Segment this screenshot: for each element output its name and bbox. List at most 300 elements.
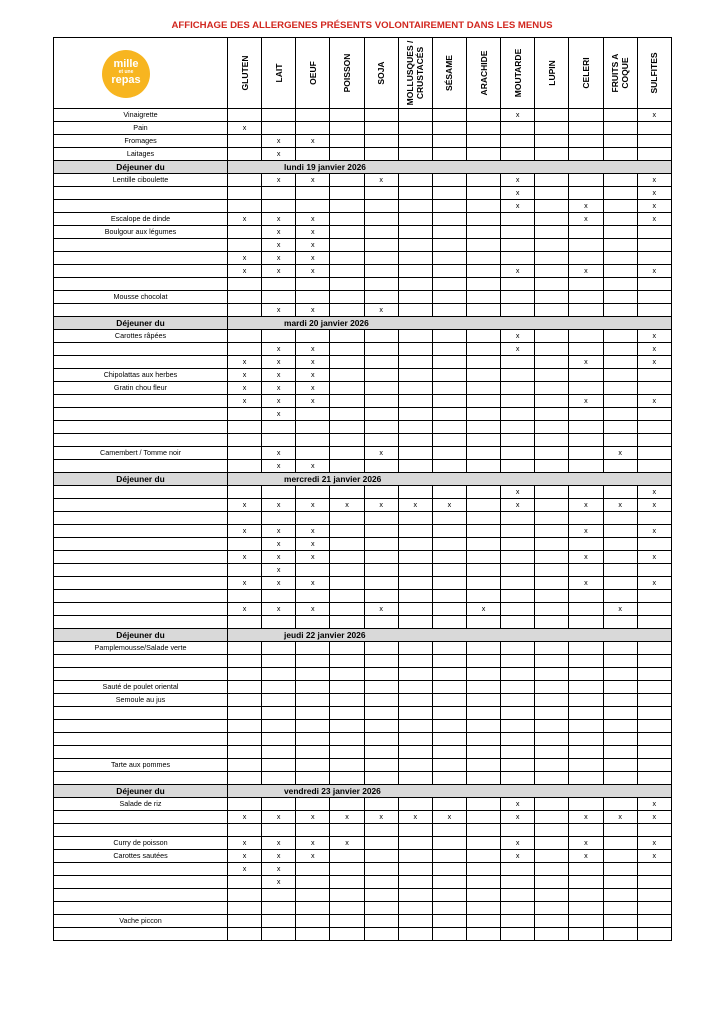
allergen-mark	[637, 447, 671, 460]
allergen-mark	[228, 720, 262, 733]
allergen-mark: x	[501, 343, 535, 356]
allergen-mark	[466, 746, 500, 759]
allergen-mark	[603, 525, 637, 538]
allergen-mark	[466, 538, 500, 551]
allergen-mark	[262, 915, 296, 928]
allergen-mark	[603, 551, 637, 564]
allergen-mark	[330, 681, 364, 694]
allergen-mark	[501, 135, 535, 148]
allergen-mark	[535, 733, 569, 746]
allergen-mark	[569, 902, 603, 915]
allergen-mark	[330, 707, 364, 720]
table-row	[54, 395, 672, 408]
allergen-header-label: SULFITES	[649, 52, 660, 94]
table-row	[54, 577, 672, 590]
dish-name: Carottes râpées	[54, 330, 228, 343]
allergen-mark	[637, 668, 671, 681]
allergen-mark	[535, 837, 569, 850]
dish-name: Mousse chocolat	[54, 291, 228, 304]
allergen-mark	[432, 512, 466, 525]
allergen-mark	[603, 330, 637, 343]
allergen-mark	[569, 135, 603, 148]
allergen-mark	[501, 759, 535, 772]
allergen-header-label: GLUTEN	[239, 55, 250, 91]
table-row	[54, 824, 672, 837]
allergen-mark	[296, 707, 330, 720]
dish-name: Camembert / Tomme noir	[54, 447, 228, 460]
dish-name	[54, 824, 228, 837]
allergen-mark	[466, 135, 500, 148]
allergen-mark	[364, 239, 398, 252]
allergen-table	[53, 37, 672, 941]
allergen-mark: x	[262, 135, 296, 148]
allergen-mark	[364, 616, 398, 629]
allergen-mark	[501, 551, 535, 564]
allergen-mark	[228, 759, 262, 772]
allergen-mark	[228, 226, 262, 239]
allergen-mark: x	[603, 603, 637, 616]
allergen-mark	[330, 902, 364, 915]
allergen-header	[466, 38, 500, 109]
allergen-mark: x	[364, 811, 398, 824]
allergen-mark	[432, 720, 466, 733]
allergen-mark	[466, 876, 500, 889]
dish-name	[54, 733, 228, 746]
dish-name	[54, 538, 228, 551]
allergen-mark	[603, 863, 637, 876]
allergen-mark	[535, 252, 569, 265]
table-row	[54, 252, 672, 265]
allergen-mark	[364, 148, 398, 161]
allergen-mark	[364, 863, 398, 876]
allergen-mark	[330, 252, 364, 265]
day-header-row	[54, 473, 672, 486]
dish-name	[54, 408, 228, 421]
dish-name	[54, 889, 228, 902]
allergen-mark	[228, 135, 262, 148]
allergen-mark	[262, 668, 296, 681]
allergen-mark	[569, 668, 603, 681]
allergen-mark	[330, 577, 364, 590]
allergen-mark	[432, 382, 466, 395]
dish-name	[54, 720, 228, 733]
allergen-mark: x	[296, 174, 330, 187]
allergen-mark	[466, 850, 500, 863]
allergen-mark	[228, 616, 262, 629]
allergen-mark	[432, 187, 466, 200]
allergen-mark	[603, 512, 637, 525]
allergen-mark	[637, 135, 671, 148]
allergen-mark	[364, 538, 398, 551]
allergen-mark: x	[296, 369, 330, 382]
allergen-mark	[603, 213, 637, 226]
dish-name	[54, 395, 228, 408]
dish-name	[54, 603, 228, 616]
allergen-mark	[262, 759, 296, 772]
allergen-header-label: SOJA	[376, 61, 387, 85]
allergen-mark	[432, 668, 466, 681]
allergen-mark: x	[364, 603, 398, 616]
table-row	[54, 486, 672, 499]
allergen-mark	[228, 707, 262, 720]
allergen-mark	[398, 122, 432, 135]
allergen-mark	[466, 707, 500, 720]
allergen-mark	[535, 421, 569, 434]
allergen-mark: x	[364, 447, 398, 460]
allergen-mark	[637, 902, 671, 915]
allergen-mark	[364, 707, 398, 720]
allergen-mark	[228, 876, 262, 889]
allergen-mark	[569, 538, 603, 551]
allergen-mark	[637, 408, 671, 421]
dish-name	[54, 486, 228, 499]
allergen-mark: x	[262, 876, 296, 889]
allergen-mark: x	[501, 486, 535, 499]
allergen-mark	[535, 291, 569, 304]
allergen-mark	[228, 889, 262, 902]
allergen-mark	[466, 655, 500, 668]
allergen-mark	[603, 876, 637, 889]
allergen-mark: x	[501, 265, 535, 278]
allergen-mark	[262, 434, 296, 447]
allergen-mark	[330, 408, 364, 421]
allergen-mark: x	[296, 460, 330, 473]
allergen-mark: x	[637, 577, 671, 590]
allergen-mark: x	[569, 356, 603, 369]
allergen-mark	[262, 590, 296, 603]
allergen-mark	[432, 252, 466, 265]
allergen-mark	[364, 902, 398, 915]
allergen-mark: x	[637, 187, 671, 200]
allergen-mark	[228, 304, 262, 317]
allergen-mark	[398, 135, 432, 148]
allergen-mark	[466, 174, 500, 187]
allergen-mark	[398, 551, 432, 564]
allergen-mark	[228, 538, 262, 551]
allergen-mark	[535, 603, 569, 616]
allergen-mark	[364, 382, 398, 395]
table-row	[54, 408, 672, 421]
dish-name	[54, 434, 228, 447]
allergen-mark	[637, 928, 671, 941]
allergen-mark	[535, 681, 569, 694]
allergen-mark	[330, 239, 364, 252]
allergen-mark	[228, 200, 262, 213]
allergen-mark	[569, 681, 603, 694]
allergen-mark: x	[501, 499, 535, 512]
allergen-mark: x	[262, 460, 296, 473]
dish-name: Chipolattas aux herbes	[54, 369, 228, 382]
allergen-mark	[228, 798, 262, 811]
table-row	[54, 421, 672, 434]
dish-name	[54, 668, 228, 681]
allergen-mark	[398, 213, 432, 226]
allergen-mark: x	[637, 109, 671, 122]
allergen-mark	[432, 148, 466, 161]
allergen-mark	[296, 876, 330, 889]
allergen-mark	[569, 642, 603, 655]
allergen-mark	[330, 330, 364, 343]
allergen-mark	[364, 668, 398, 681]
allergen-mark: x	[501, 187, 535, 200]
dish-name: Vinaigrette	[54, 109, 228, 122]
allergen-mark	[296, 889, 330, 902]
allergen-mark	[432, 915, 466, 928]
allergen-mark	[501, 122, 535, 135]
allergen-mark	[330, 174, 364, 187]
allergen-mark	[603, 252, 637, 265]
allergen-mark	[330, 915, 364, 928]
allergen-mark	[603, 668, 637, 681]
allergen-mark: x	[501, 798, 535, 811]
allergen-mark: x	[330, 811, 364, 824]
allergen-mark	[569, 746, 603, 759]
allergen-mark	[535, 304, 569, 317]
table-row	[54, 720, 672, 733]
allergen-mark	[501, 356, 535, 369]
table-row	[54, 200, 672, 213]
allergen-header	[501, 38, 535, 109]
allergen-mark	[569, 759, 603, 772]
dish-name	[54, 590, 228, 603]
allergen-mark: x	[569, 200, 603, 213]
allergen-mark: x	[228, 369, 262, 382]
allergen-mark	[432, 564, 466, 577]
allergen-mark	[330, 642, 364, 655]
dish-name	[54, 252, 228, 265]
allergen-mark	[569, 226, 603, 239]
allergen-mark	[296, 148, 330, 161]
allergen-mark: x	[432, 499, 466, 512]
day-label: Déjeuner du	[54, 785, 228, 798]
allergen-mark	[296, 512, 330, 525]
allergen-mark: x	[228, 551, 262, 564]
allergen-mark	[398, 226, 432, 239]
table-row	[54, 655, 672, 668]
table-row	[54, 707, 672, 720]
allergen-mark	[330, 187, 364, 200]
allergen-mark: x	[569, 525, 603, 538]
dish-name	[54, 551, 228, 564]
allergen-mark	[637, 642, 671, 655]
allergen-mark	[432, 278, 466, 291]
allergen-mark	[330, 395, 364, 408]
allergen-mark	[228, 460, 262, 473]
table-row	[54, 564, 672, 577]
allergen-mark	[535, 538, 569, 551]
allergen-mark	[398, 460, 432, 473]
allergen-mark	[466, 187, 500, 200]
allergen-mark	[603, 382, 637, 395]
allergen-mark	[398, 746, 432, 759]
allergen-mark	[330, 343, 364, 356]
allergen-mark	[535, 889, 569, 902]
allergen-mark	[466, 551, 500, 564]
allergen-mark: x	[603, 811, 637, 824]
allergen-mark	[569, 421, 603, 434]
allergen-header	[603, 38, 637, 109]
allergen-mark	[637, 720, 671, 733]
allergen-mark	[501, 395, 535, 408]
allergen-mark	[603, 889, 637, 902]
allergen-mark	[364, 109, 398, 122]
allergen-mark: x	[262, 863, 296, 876]
allergen-mark	[535, 460, 569, 473]
page-title: AFFICHAGE DES ALLERGENES PRÉSENTS VOLONTAIREMENT DANS LES MENUS	[171, 20, 553, 31]
allergen-mark: x	[228, 213, 262, 226]
table-row	[54, 304, 672, 317]
allergen-mark	[262, 772, 296, 785]
allergen-mark: x	[262, 850, 296, 863]
allergen-mark	[364, 278, 398, 291]
allergen-mark	[603, 109, 637, 122]
table-row	[54, 746, 672, 759]
table-row	[54, 889, 672, 902]
dish-name	[54, 928, 228, 941]
allergen-mark	[228, 655, 262, 668]
allergen-mark	[296, 291, 330, 304]
allergen-mark: x	[637, 551, 671, 564]
allergen-mark	[330, 421, 364, 434]
table-row	[54, 356, 672, 369]
allergen-mark	[501, 889, 535, 902]
allergen-mark	[535, 499, 569, 512]
allergen-mark: x	[296, 239, 330, 252]
table-row	[54, 811, 672, 824]
allergen-mark: x	[501, 811, 535, 824]
allergen-mark	[637, 733, 671, 746]
allergen-mark	[228, 512, 262, 525]
logo-line-2: et une	[118, 69, 134, 75]
table-row	[54, 512, 672, 525]
allergen-mark: x	[637, 174, 671, 187]
allergen-mark: x	[569, 213, 603, 226]
allergen-mark: x	[296, 356, 330, 369]
allergen-mark	[262, 928, 296, 941]
allergen-mark	[603, 902, 637, 915]
allergen-mark	[432, 902, 466, 915]
allergen-mark: x	[262, 499, 296, 512]
allergen-mark	[603, 564, 637, 577]
allergen-mark: x	[262, 252, 296, 265]
allergen-mark: x	[228, 811, 262, 824]
allergen-mark: x	[637, 395, 671, 408]
dish-name	[54, 655, 228, 668]
allergen-mark	[398, 304, 432, 317]
allergen-mark	[466, 265, 500, 278]
allergen-mark	[364, 291, 398, 304]
allergen-mark	[466, 811, 500, 824]
table-row	[54, 616, 672, 629]
allergen-mark	[432, 174, 466, 187]
allergen-mark: x	[228, 837, 262, 850]
allergen-mark	[296, 109, 330, 122]
allergen-mark	[501, 434, 535, 447]
allergen-mark	[398, 200, 432, 213]
allergen-header	[398, 38, 432, 109]
allergen-mark	[398, 577, 432, 590]
allergen-mark	[535, 668, 569, 681]
allergen-mark	[603, 824, 637, 837]
allergen-mark: x	[296, 603, 330, 616]
dish-name: Pamplemousse/Salade verte	[54, 642, 228, 655]
allergen-mark	[364, 824, 398, 837]
allergen-mark	[228, 174, 262, 187]
allergen-mark: x	[262, 213, 296, 226]
allergen-mark	[296, 720, 330, 733]
allergen-mark	[296, 902, 330, 915]
allergen-mark	[432, 759, 466, 772]
allergen-mark	[535, 395, 569, 408]
allergen-mark	[535, 915, 569, 928]
allergen-mark	[637, 460, 671, 473]
allergen-mark	[603, 187, 637, 200]
allergen-mark: x	[637, 330, 671, 343]
table-row	[54, 109, 672, 122]
allergen-mark	[466, 395, 500, 408]
allergen-mark	[466, 525, 500, 538]
allergen-mark	[535, 850, 569, 863]
allergen-mark	[364, 889, 398, 902]
allergen-mark	[262, 421, 296, 434]
allergen-mark	[364, 512, 398, 525]
allergen-mark	[398, 538, 432, 551]
allergen-mark	[330, 148, 364, 161]
table-row	[54, 291, 672, 304]
allergen-mark	[501, 642, 535, 655]
allergen-mark	[603, 694, 637, 707]
allergen-mark	[330, 486, 364, 499]
table-row	[54, 499, 672, 512]
allergen-mark	[535, 200, 569, 213]
allergen-mark	[432, 707, 466, 720]
allergen-mark	[398, 902, 432, 915]
allergen-mark	[603, 616, 637, 629]
allergen-mark	[535, 655, 569, 668]
allergen-mark	[228, 772, 262, 785]
allergen-mark	[432, 681, 466, 694]
allergen-mark	[262, 889, 296, 902]
allergen-mark	[501, 408, 535, 421]
allergen-mark	[637, 889, 671, 902]
allergen-mark	[603, 707, 637, 720]
allergen-mark	[466, 564, 500, 577]
allergen-mark	[296, 421, 330, 434]
allergen-header	[364, 38, 398, 109]
allergen-mark	[364, 356, 398, 369]
allergen-mark	[398, 759, 432, 772]
dish-name	[54, 304, 228, 317]
dish-name: Escalope de dinde	[54, 213, 228, 226]
allergen-mark	[466, 720, 500, 733]
allergen-mark	[637, 824, 671, 837]
allergen-mark	[535, 876, 569, 889]
allergen-mark	[228, 278, 262, 291]
table-row	[54, 876, 672, 889]
dish-name	[54, 811, 228, 824]
allergen-mark	[296, 746, 330, 759]
allergen-mark: x	[296, 551, 330, 564]
logo-line-3: repas	[111, 74, 141, 86]
dish-name	[54, 616, 228, 629]
allergen-mark	[466, 343, 500, 356]
allergen-mark	[535, 434, 569, 447]
allergen-mark	[569, 694, 603, 707]
allergen-mark: x	[569, 551, 603, 564]
allergen-mark: x	[262, 369, 296, 382]
allergen-mark	[603, 746, 637, 759]
allergen-mark: x	[569, 811, 603, 824]
